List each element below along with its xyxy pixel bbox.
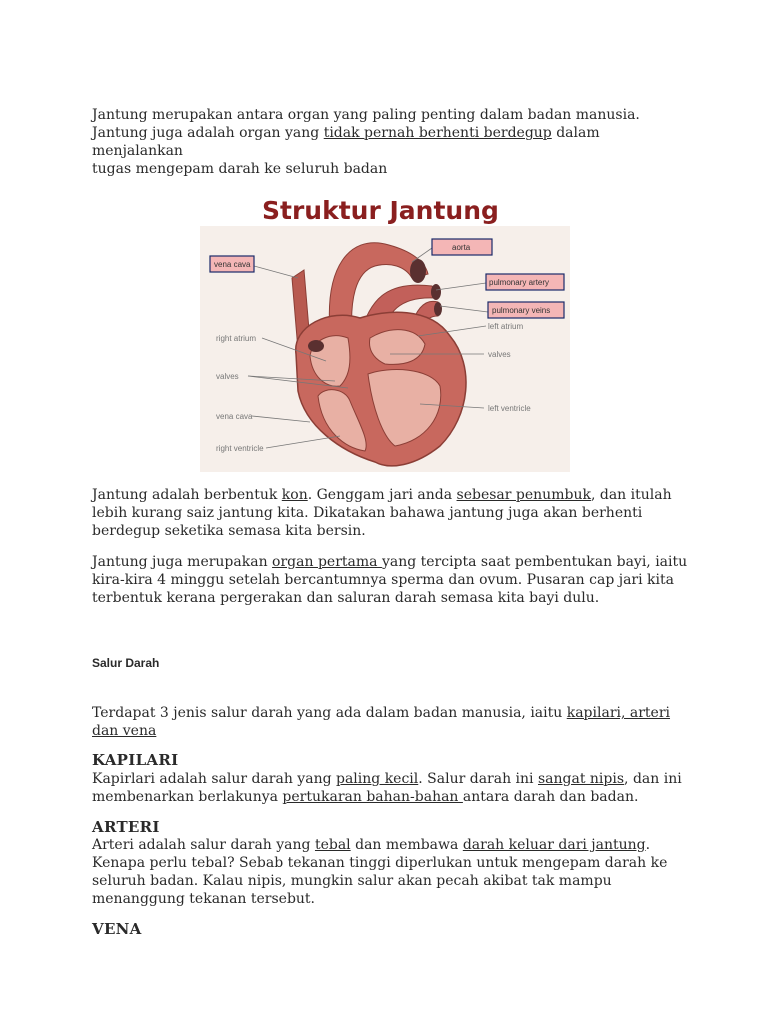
- para1-text-b: . Genggam jari anda: [307, 487, 457, 503]
- kapilari-underline-pertukaran: pertukaran bahan-bahan: [282, 789, 463, 805]
- paragraph-arteri: [92, 836, 692, 908]
- label-vena-cava-top: vena cava: [214, 260, 251, 269]
- kapilari-text-d: antara darah dan badan.: [462, 789, 639, 805]
- para1-text-c: , dan itulah lebih kurang saiz jantung kita. Dikatakan bahawa jantung juga akan berhenti berdegup seketika semasa kita bersin.: [92, 487, 672, 539]
- label-right-atrium: right atrium: [216, 334, 257, 343]
- section-title-salur-darah: Salur Darah: [92, 656, 160, 670]
- para1-text-a: Jantung adalah berbentuk: [92, 487, 282, 503]
- label-vena-cava-bottom: vena cava: [216, 412, 253, 421]
- arteri-underline-tebal: tebal: [314, 837, 351, 853]
- kapilari-underline-sangat-nipis: sangat nipis: [537, 771, 625, 787]
- para1-underline-penumbuk: sebesar penumbuk: [456, 487, 591, 503]
- heart-structure-figure: [200, 196, 570, 472]
- aorta-opening: [410, 259, 426, 283]
- arteri-text-b: dan membawa: [350, 837, 463, 853]
- intro-line-2-start: Jantung juga adalah organ yang: [92, 125, 324, 141]
- label-valves-right: valves: [488, 350, 511, 359]
- intro-line-1: Jantung merupakan antara organ yang paling penting dalam badan manusia.: [92, 107, 640, 123]
- intro-line-2-end: dalam menjalankan: [92, 125, 600, 159]
- heading-arteri: ARTERI: [92, 818, 160, 836]
- figure-title: Struktur Jantung: [262, 196, 499, 225]
- label-valves-left: valves: [216, 372, 239, 381]
- intro-line-3: tugas mengepam darah ke seluruh badan: [92, 161, 388, 177]
- paragraph-shape-size: [92, 486, 692, 540]
- paragraph-first-organ: [92, 553, 692, 607]
- label-right-ventricle: right ventricle: [216, 444, 264, 453]
- label-aorta: aorta: [452, 243, 471, 252]
- vena-cava-opening: [308, 340, 324, 352]
- label-pulmonary-veins: pulmonary veins: [492, 306, 551, 315]
- label-left-ventricle: left ventricle: [488, 404, 531, 413]
- heading-vena: VENA: [92, 920, 142, 938]
- intro-paragraph: [92, 106, 692, 178]
- arteri-underline-darah-keluar: darah keluar dari jantung: [462, 837, 646, 853]
- pulmonary-veins-opening: [434, 302, 442, 316]
- kapilari-text-a: Kapirlari adalah salur darah yang: [92, 771, 336, 787]
- intro-line-2: [92, 124, 692, 160]
- heart-diagram: [200, 226, 570, 472]
- kapilari-text-c: , dan ini membenarkan berlakunya: [92, 771, 682, 805]
- para3-text-a: Terdapat 3 jenis salur darah yang ada dalam badan manusia, iaitu: [92, 705, 567, 721]
- pulmonary-artery-opening: [431, 284, 441, 300]
- heading-kapilari: KAPILARI: [92, 751, 179, 769]
- para1-underline-kon: kon: [281, 487, 308, 503]
- paragraph-vessel-types: [92, 704, 692, 740]
- label-pulmonary-artery: pulmonary artery: [489, 278, 550, 287]
- arteri-text-a: Arteri adalah salur darah yang: [92, 837, 315, 853]
- para3-underline-types: kapilari, arteri dan vena: [92, 705, 671, 739]
- para2-text-a: Jantung juga merupakan: [92, 554, 273, 570]
- paragraph-kapilari: [92, 770, 692, 806]
- label-left-atrium: left atrium: [488, 322, 524, 331]
- intro-underlined-phrase: tidak pernah berhenti berdegup: [323, 125, 552, 141]
- para2-underline-organ-pertama: organ pertama: [272, 554, 382, 570]
- kapilari-underline-paling-kecil: paling kecil: [336, 771, 419, 787]
- para2-text-b: yang tercipta saat pembentukan bayi, iaitu kira-kira 4 minggu setelah bercantumnya sperma dan ovum. Pusaran cap jari kita terbentuk kerana pergerakan dan saluran darah semasa kita bayi dulu.: [92, 554, 688, 606]
- arteri-text-c: . Kenapa perlu tebal? Sebab tekanan tinggi diperlukan untuk mengepam darah ke seluruh badan. Kalau nipis, mungkin salur akan pecah akibat tak mampu menanggung tekanan tersebut.: [92, 837, 668, 907]
- kapilari-text-b: . Salur darah ini: [418, 771, 538, 787]
